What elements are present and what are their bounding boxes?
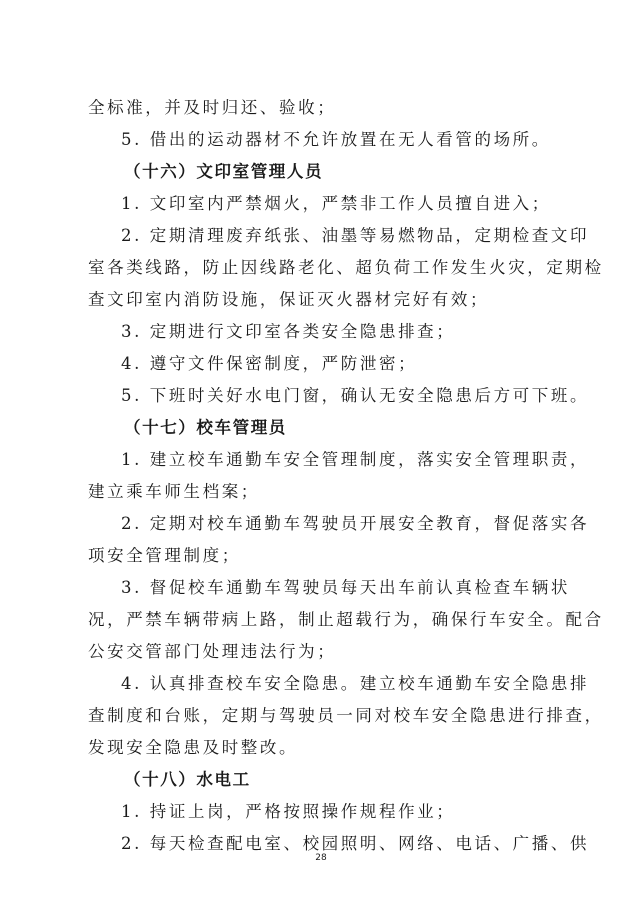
list-item: 4. 认真排查校车安全隐患。建立校车通勤车安全隐患排 bbox=[121, 674, 590, 693]
list-item: 5. 下班时关好水电门窗，确认无安全隐患后方可下班。 bbox=[121, 386, 590, 405]
paragraph-line: 建立乘车师生档案； bbox=[88, 482, 260, 501]
list-item: 5. 借出的运动器材不允许放置在无人看管的场所。 bbox=[121, 130, 551, 149]
section-heading: （十六）文印室管理人员 bbox=[124, 162, 324, 181]
list-item: 1. 建立校车通勤车安全管理制度，落实安全管理职责， bbox=[121, 450, 590, 469]
list-item: 1. 文印室内严禁烟火，严禁非工作人员擅自进入； bbox=[121, 194, 551, 213]
paragraph-line: 查文印室内消防设施，保证灭火器材完好有效； bbox=[88, 290, 490, 309]
paragraph-line: 况，严禁车辆带病上路，制止超载行为，确保行车安全。配合 bbox=[88, 610, 604, 629]
list-item: 1. 持证上岗，严格按照操作规程作业； bbox=[121, 802, 456, 821]
section-heading: （十八）水电工 bbox=[124, 770, 251, 789]
list-item: 3. 定期进行文印室各类安全隐患排查； bbox=[121, 322, 456, 341]
list-item: 4. 遵守文件保密制度，严防泄密； bbox=[121, 354, 418, 373]
list-item: 2. 定期清理废弃纸张、油墨等易燃物品，定期检查文印 bbox=[121, 226, 590, 245]
list-item: 2. 每天检查配电室、校园照明、网络、电话、广播、供 bbox=[121, 834, 590, 853]
section-heading: （十七）校车管理员 bbox=[124, 418, 287, 437]
list-item: 2. 定期对校车通勤车驾驶员开展安全教育，督促落实各 bbox=[121, 514, 590, 533]
page-number: 28 bbox=[315, 853, 327, 863]
paragraph-line: 全标准，并及时归还、验收； bbox=[88, 98, 337, 117]
paragraph-line: 公安交管部门处理违法行为； bbox=[88, 642, 337, 661]
list-item: 3. 督促校车通勤车驾驶员每天出车前认真检查车辆状 bbox=[121, 578, 570, 597]
paragraph-line: 项安全管理制度； bbox=[88, 546, 241, 565]
paragraph-line: 发现安全隐患及时整改。 bbox=[88, 738, 299, 757]
paragraph-line: 查制度和台账，定期与驾驶员一同对校车安全隐患进行排查， bbox=[88, 706, 604, 725]
paragraph-line: 室各类线路，防止因线路老化、超负荷工作发生火灾，定期检 bbox=[88, 258, 604, 277]
